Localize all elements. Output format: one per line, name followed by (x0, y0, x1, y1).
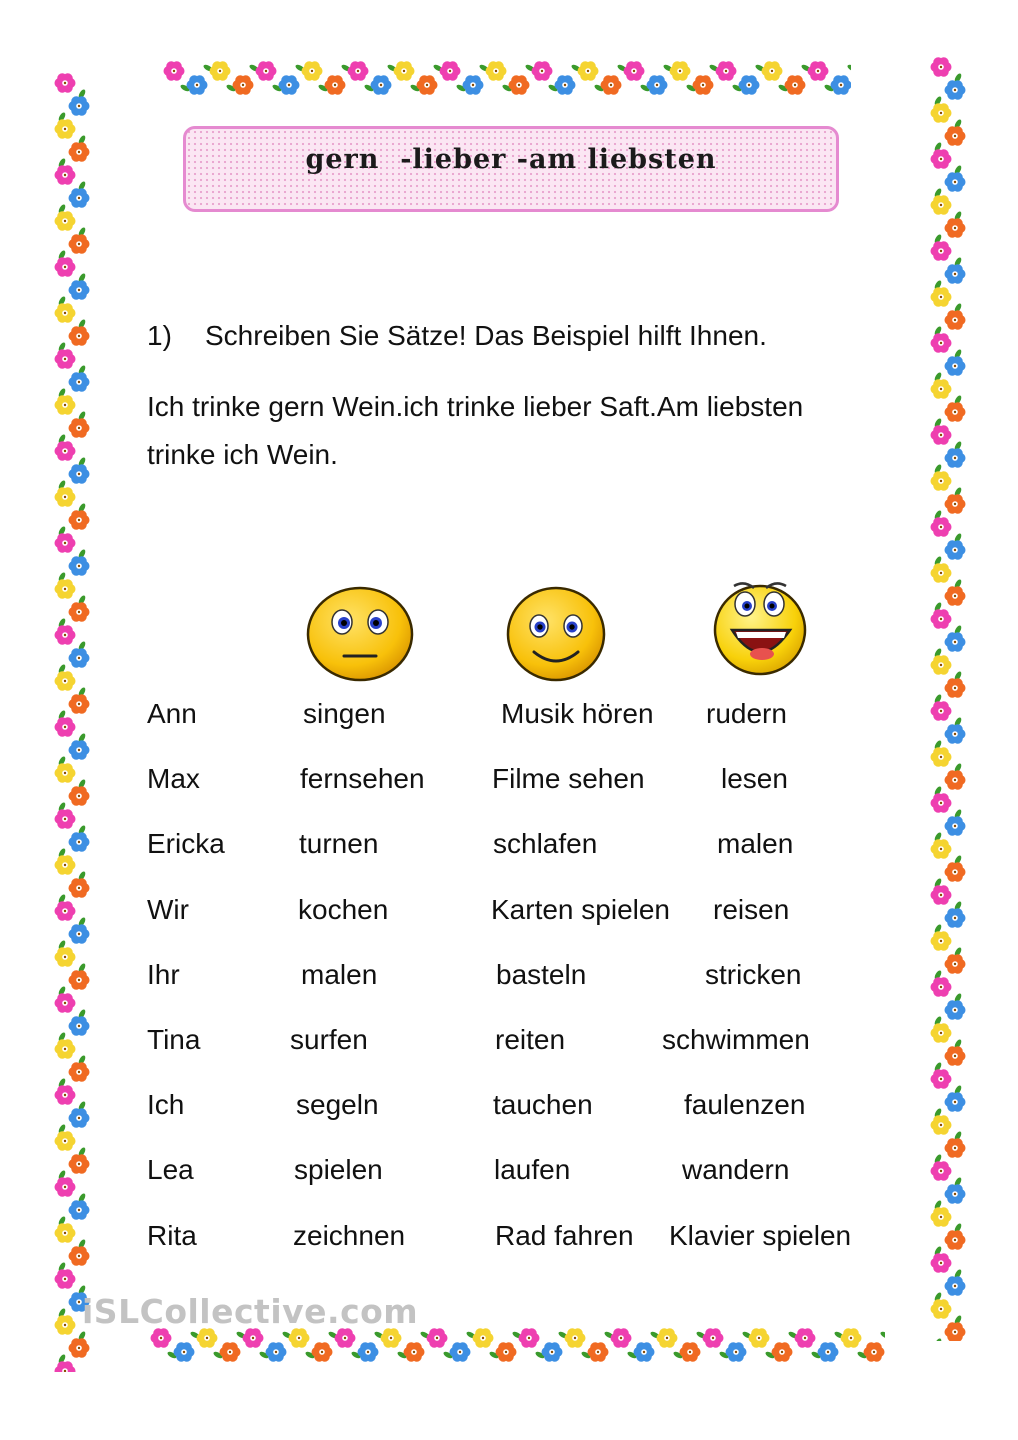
cell-gern: surfen (290, 1024, 368, 1055)
flower-border-bottom (150, 1325, 885, 1367)
cell-subject: Lea (147, 1154, 194, 1185)
cell-am-liebsten: reisen (713, 894, 790, 925)
smiley-am-liebsten (712, 574, 808, 678)
flower-border-right (928, 56, 970, 1341)
cell-gern: turnen (299, 828, 379, 859)
cell-subject: Tina (147, 1024, 201, 1055)
flower-garland-icon (928, 56, 970, 1341)
cell-subject: Ericka (147, 828, 225, 859)
cell-subject: Ihr (147, 959, 180, 990)
cell-gern: zeichnen (293, 1220, 406, 1251)
cell-lieber: schlafen (493, 828, 598, 859)
cell-lieber: Rad fahren (495, 1220, 634, 1251)
cell-am-liebsten: wandern (682, 1154, 790, 1185)
cell-lieber: Karten spielen (491, 894, 671, 925)
neutral-face-icon (306, 586, 414, 682)
flower-garland-icon (163, 58, 851, 100)
cell-am-liebsten: Klavier spielen (669, 1220, 852, 1251)
cell-subject: Wir (147, 894, 189, 925)
cell-am-liebsten: rudern (706, 698, 787, 729)
cell-am-liebsten: schwimmen (662, 1024, 810, 1055)
cell-subject: Max (147, 763, 200, 794)
flower-border-top (163, 58, 851, 100)
cell-lieber: reiten (495, 1024, 566, 1055)
cell-lieber: basteln (496, 959, 587, 990)
example-sentence: Ich trinke gern Wein.ich trinke lieber Saft.Am liebsten trinke ich Wein. (147, 391, 804, 470)
flower-garland-icon (150, 1325, 885, 1367)
smiley-lieber (506, 586, 606, 682)
cell-gern: fernsehen (300, 763, 425, 794)
cell-gern: spielen (294, 1154, 383, 1185)
watermark: iSLCollective.com (82, 1292, 419, 1331)
cell-am-liebsten: stricken (705, 959, 802, 990)
cell-subject: Ann (147, 698, 197, 729)
exercise-instruction (147, 320, 767, 352)
cell-am-liebsten: malen (717, 828, 794, 859)
title-banner (183, 126, 839, 212)
cell-lieber: laufen (494, 1154, 571, 1185)
cell-am-liebsten: faulenzen (684, 1089, 806, 1120)
cell-lieber: tauchen (493, 1089, 593, 1120)
instruction-text: Schreiben Sie Sätze! Das Beispiel hilft Ihnen. (205, 320, 767, 351)
smiling-face-icon (506, 586, 606, 682)
cell-gern: singen (303, 698, 386, 729)
cell-gern: malen (301, 959, 378, 990)
cell-subject: Rita (147, 1220, 197, 1251)
flower-border-left (52, 72, 94, 1372)
laughing-face-icon (712, 574, 808, 678)
cell-lieber: Musik hören (501, 698, 654, 729)
cell-gern: kochen (298, 894, 389, 925)
page-title: gern -lieber -am liebsten (305, 143, 717, 175)
smiley-gern (306, 586, 414, 682)
cell-gern: segeln (296, 1089, 379, 1120)
cell-subject: Ich (147, 1089, 185, 1120)
flower-garland-icon (52, 72, 94, 1372)
cell-am-liebsten: lesen (721, 763, 788, 794)
exercise-number: 1) (147, 320, 172, 351)
cell-lieber: Filme sehen (492, 763, 645, 794)
